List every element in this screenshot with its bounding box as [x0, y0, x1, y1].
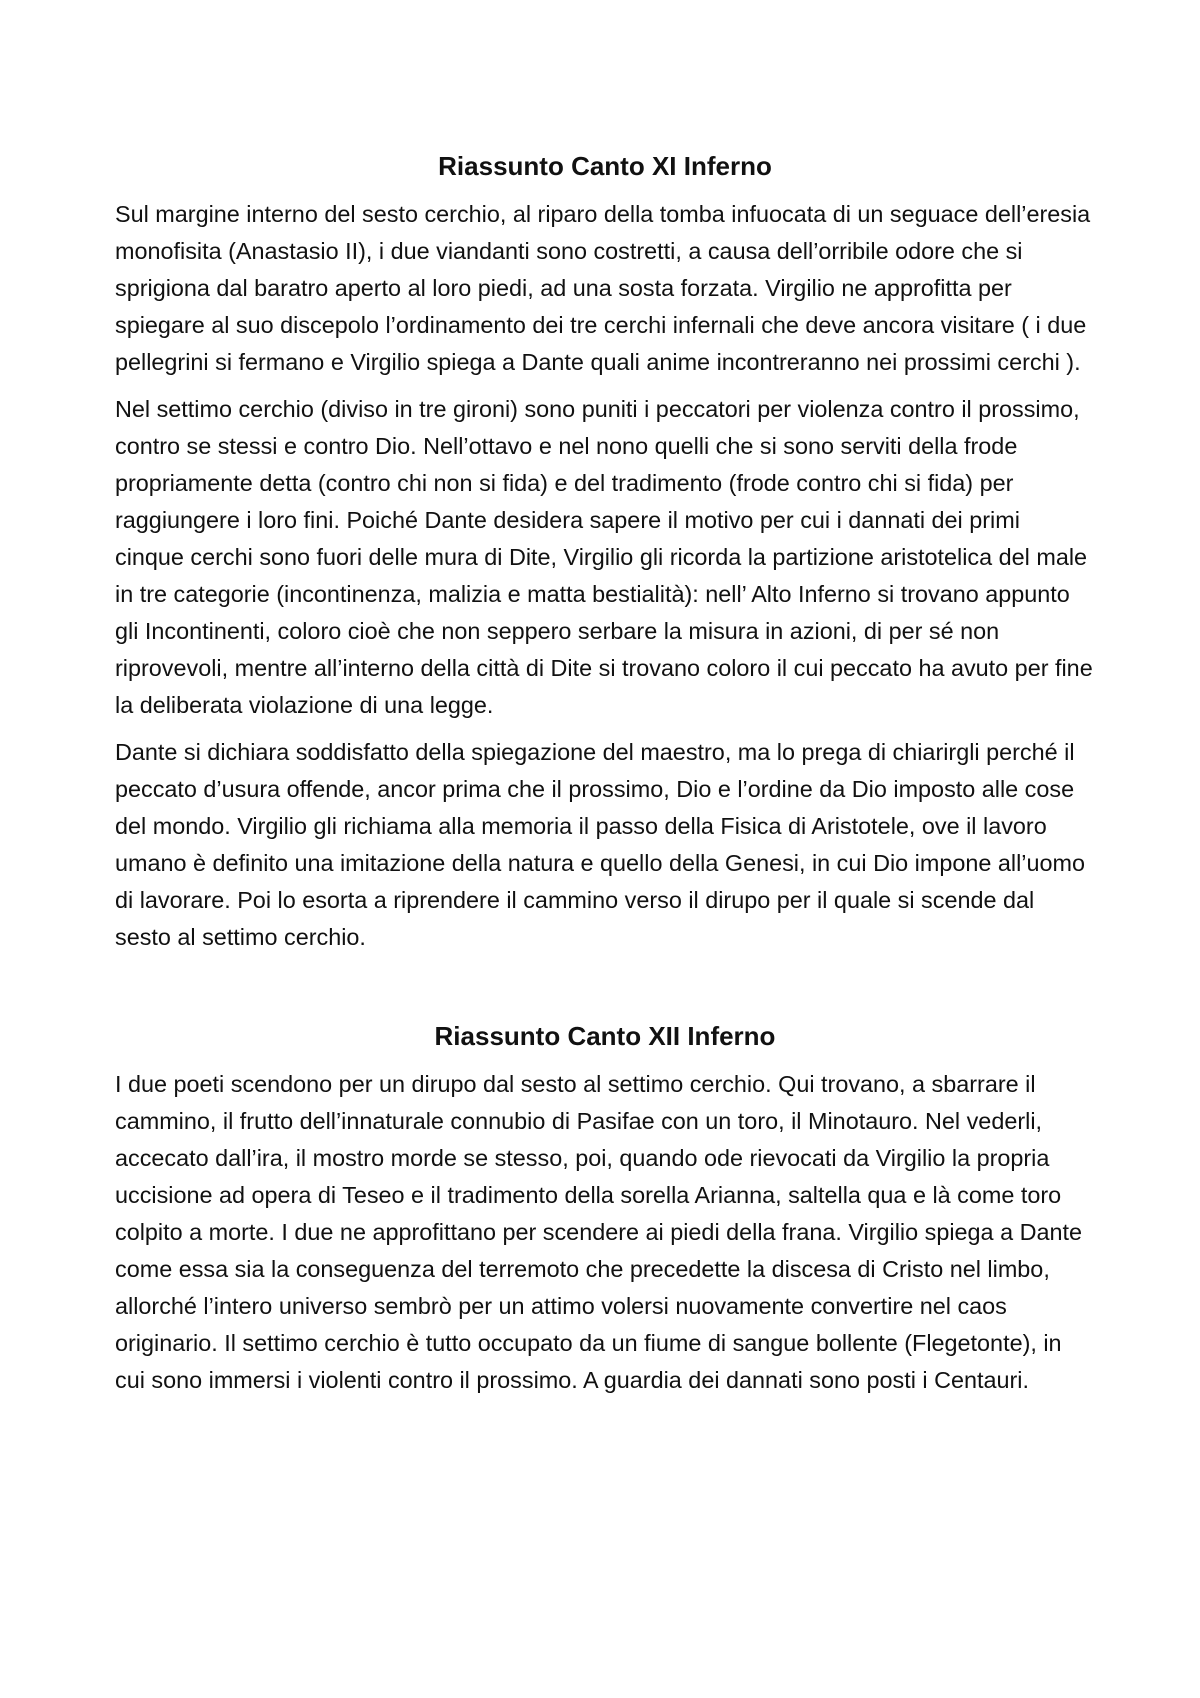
section-canto-xi [115, 146, 1095, 956]
paragraph-canto-xi-1: Sul margine interno del sesto cerchio, al riparo della tomba infuocata di un seguace dell’eresia monofisita (Anastasio II), i due viandanti sono costretti, a causa dell’orribile odore che si sprigiona dal baratro aperto al loro piedi, ad una sosta forzata. Virgilio ne approfitta per spiegare al suo discepolo l’ordinamento dei tre cerchi infernali che deve ancora visitare ( i due pellegrini si fermano e Virgilio spiega a Dante quali anime incontreranno nei prossimi cerchi ). [115, 201, 1091, 375]
paragraph-canto-xi-3: Dante si dichiara soddisfatto della spiegazione del maestro, ma lo prega di chiarirgli perché il peccato d’usura offende, ancor prima che il prossimo, Dio e l’ordine da Dio imposto alle cose del mondo. Virgilio gli richiama alla memoria il passo della Fisica di Aristotele, ove il lavoro umano è definito una imitazione della natura e quello della Genesi, in cui Dio impone all’uomo di lavorare. Poi lo esorta a riprendere il cammino verso il dirupo per il quale si scende dal sesto al settimo cerchio. [115, 739, 1086, 950]
paragraph-canto-xii-1: I due poeti scendono per un dirupo dal sesto al settimo cerchio. Qui trovano, a sbarrare il cammino, il frutto dell’innaturale connubio di Pasifae con un toro, il Minotauro. Nel vederli, accecato dall’ira, il mostro morde se stesso, poi, quando ode rievocati da Virgilio la propria uccisione ad opera di Teseo e il tradimento della sorella Arianna, saltella qua e là come toro colpito a morte. I due ne approfittano per scendere ai piedi della frana. Virgilio spiega a Dante come essa sia la conseguenza del terremoto che precedette la discesa di Cristo nel limbo, allorché l’intero universo sembrò per un attimo volersi nuovamente convertire nel caos originario. Il settimo cerchio è tutto occupato da un fiume di sangue bollente (Flegetonte), in cui sono immersi i violenti contro il prossimo. A guardia dei dannati sono posti i Centauri. [115, 1071, 1082, 1393]
document-page [115, 140, 1095, 1409]
paragraph-canto-xi-2: Nel settimo cerchio (diviso in tre gironi) sono puniti i peccatori per violenza contro il prossimo, contro se stessi e contro Dio. Nell’ottavo e nel nono quelli che si sono serviti della frode propriamente detta (contro chi non si fida) e del tradimento (frode contro chi si fida) per raggiungere i loro fini. Poiché Dante desidera sapere il motivo per cui i dannati dei primi cinque cerchi sono fuori delle mura di Dite, Virgilio gli ricorda la partizione aristotelica del male in tre categorie (incontinenza, malizia e matta bestialità): nell’ Alto Inferno si trovano appunto gli Incontinenti, coloro cioè che non seppero serbare la misura in azioni, di per sé non riprovevoli, mentre all’interno della città di Dite si trovano coloro il cui peccato ha avuto per fine la deliberata violazione di una legge. [115, 396, 1093, 718]
section-title-canto-xi: Riassunto Canto XI Inferno [438, 151, 772, 181]
section-title-canto-xii: Riassunto Canto XII Inferno [434, 1021, 776, 1051]
section-canto-xii [115, 1016, 1095, 1399]
